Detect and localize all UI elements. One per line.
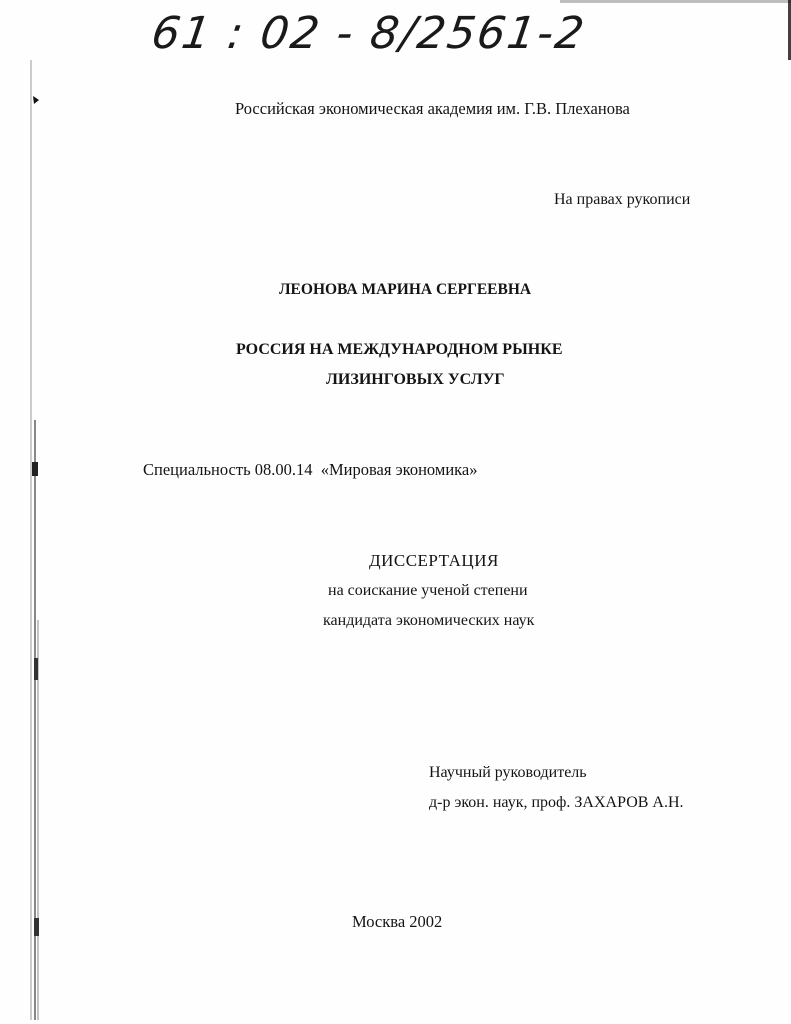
supervisor-name: д-р экон. наук, проф. ЗАХАРОВ А.Н.	[429, 794, 684, 811]
scan-top-rule	[560, 0, 791, 3]
institution-name: Российская экономическая академия им. Г.В. Плеханова	[235, 99, 630, 118]
speciality-code: 08.00.14	[254, 460, 313, 479]
place-and-year: Москва 2002	[352, 912, 443, 931]
speciality-name: «Мировая экономика»	[320, 460, 478, 479]
degree-line-1: на соискание ученой степени	[328, 582, 528, 599]
handwritten-catalogue-number: 61 : 02 - 8/2561-2	[148, 8, 589, 59]
author-name: ЛЕОНОВА МАРИНА СЕРГЕЕВНА	[279, 281, 532, 298]
speciality-label: Специальность	[143, 460, 251, 479]
dissertation-title-line-1: РОССИЯ НА МЕЖДУНАРОДНОМ РЫНКЕ	[236, 341, 563, 358]
dissertation-title-line-2: ЛИЗИНГОВЫХ УСЛУГ	[326, 371, 505, 388]
scan-left-edge-artifact	[28, 60, 42, 1020]
rights-note: На правах рукописи	[554, 191, 691, 208]
degree-line-2: кандидата экономических наук	[323, 612, 535, 629]
supervisor-label: Научный руководитель	[429, 764, 587, 781]
speciality-line	[143, 462, 477, 479]
work-type-heading: ДИССЕРТАЦИЯ	[369, 551, 499, 570]
